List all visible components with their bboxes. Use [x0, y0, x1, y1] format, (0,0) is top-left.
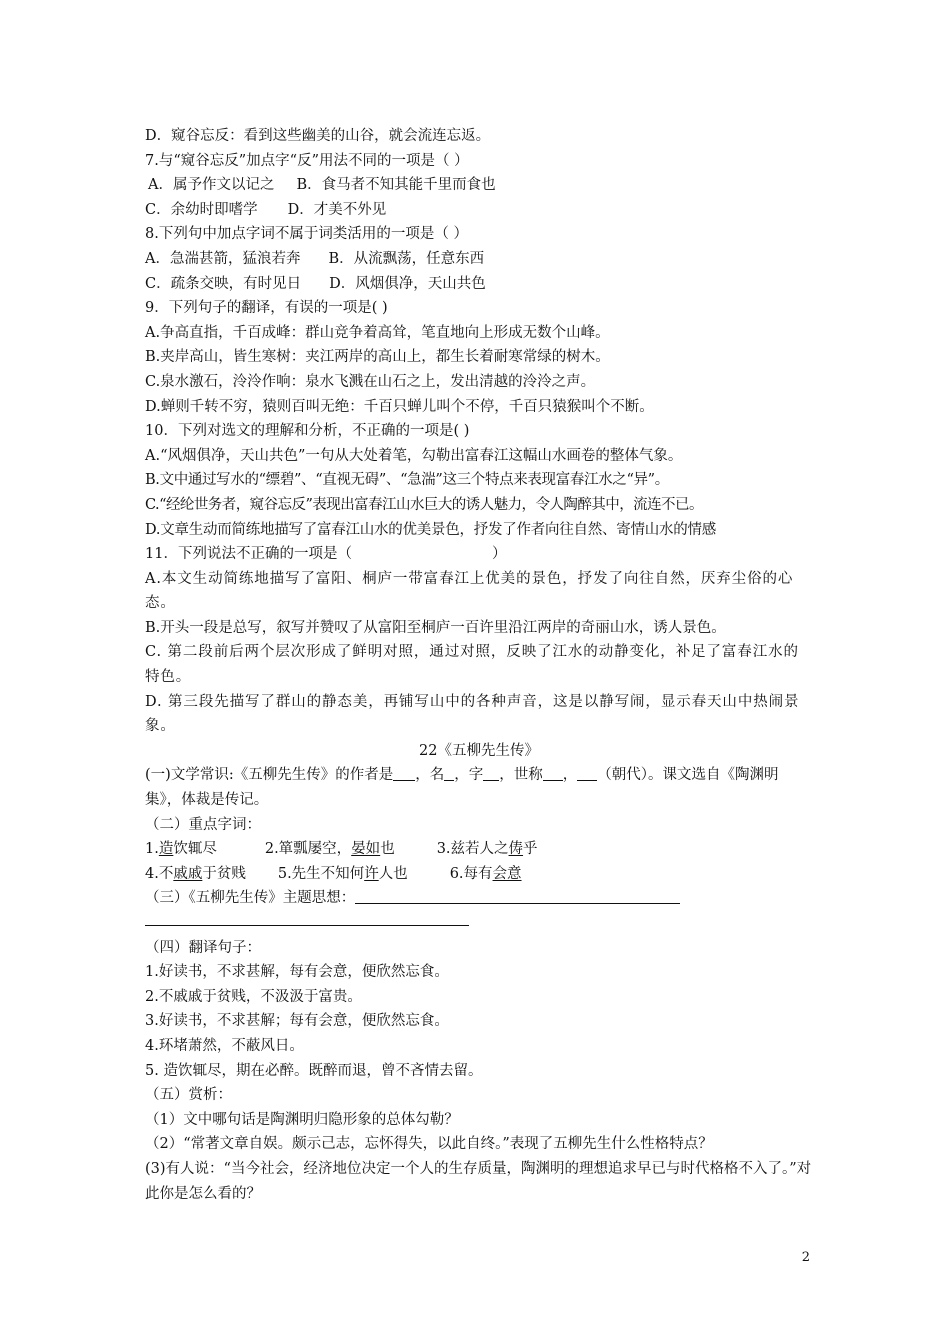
option-b: B.开头一段是总写，叙写并赞叹了从富阳至桐庐一百许里沿江两岸的奇丽山水，诱人景色。 — [145, 619, 726, 636]
fill-blank[interactable] — [483, 765, 499, 781]
text: 饮辄尽 — [173, 841, 217, 858]
option-c: C. 第二段前后两个层次形成了鲜明对照，通过对照，反映了江水的动静变化，补足了富春江水的特色。 — [145, 644, 799, 686]
section-heading: （二）重点字词： — [145, 816, 261, 833]
key-words-row2 — [145, 862, 813, 887]
option-a: A.本文生动简练地描写了富阳、桐庐一带富春江上优美的景色，抒发了向往自然，厌弃尘俗的心态。 — [145, 570, 794, 612]
text-line: D．窥谷忘反：看到这些幽美的山谷，就会流连忘返。 — [145, 128, 491, 144]
text: （三）《五柳先生传》主题思想： — [145, 890, 356, 907]
question-8-options-row1 — [145, 247, 813, 272]
section-heading: （五）赏析： — [145, 1087, 232, 1104]
text: ， — [562, 767, 578, 784]
option-b: B.夹岸高山，皆生寒树：夹江两岸的高山上，都生长着耐寒常绿的树木。 — [145, 349, 610, 366]
option-a: A.“风烟俱净，天山共色”一句从大处着笔，勾勒出富春江这幅山水画卷的整体气象。 — [145, 447, 683, 464]
text: 6.每有 — [449, 865, 493, 882]
text: （朝代）。课文选自《陶渊明集》，体裁是传记。 — [145, 767, 779, 809]
fill-blank[interactable] — [444, 765, 454, 781]
option-d: D.文章生动而简练地描写了富春江山水的优美景色，抒发了作者向往自然、寄情山水的情感 — [145, 521, 716, 538]
text: (一)文学常识:《五柳先生传》的作者是 — [145, 767, 394, 784]
option-a: A.争高直指，千百成峰：群山竞争着高耸，笔直地向上形成无数个山峰。 — [145, 324, 610, 341]
sentence: 2.不戚戚于贫贱，不汲汲于富贵。 — [145, 988, 362, 1005]
option-d: D. 第三段先描写了群山的静态美，再铺写山中的各种声音，这是以静写闹，显示春天山中热闹景象。 — [145, 693, 800, 735]
section-title: 22《五柳先生传》 — [419, 742, 539, 759]
literary-knowledge — [145, 763, 813, 812]
text: ，世称 — [499, 767, 543, 784]
question-11-paren: ） — [491, 546, 507, 563]
text: 3.兹若人之 — [436, 841, 509, 858]
question-10: 10．下列对选文的理解和分析，不正确的一项是( ) — [145, 423, 470, 440]
text: 1. — [145, 841, 159, 858]
text: 于贫贱 — [202, 865, 246, 882]
key-words-row1 — [145, 837, 813, 862]
text: ，字 — [454, 767, 484, 784]
fill-blank[interactable] — [543, 765, 563, 781]
text: 2.箪瓢屡空， — [264, 841, 352, 858]
key-word: 晏如 — [351, 841, 381, 858]
text: 乎 — [523, 841, 538, 858]
page-number: 2 — [801, 1250, 810, 1265]
question-7-options-row1 — [145, 173, 813, 198]
text: 也 — [380, 841, 395, 858]
text: 4.不 — [145, 865, 174, 882]
theme-question — [145, 886, 813, 911]
key-word: 俦 — [508, 841, 524, 858]
text: 人也 — [378, 865, 408, 882]
section-heading: （四）翻译句子： — [145, 939, 261, 956]
option-d: D．才美不外见 — [287, 201, 387, 218]
key-word: 戚戚 — [173, 865, 203, 882]
option-b: B．食马者不知其能千里而食也 — [296, 177, 496, 194]
fill-blank[interactable] — [577, 765, 597, 781]
option-a: A．属予作文以记之 — [148, 177, 275, 194]
option-b: B．从流飘荡，任意东西 — [328, 250, 485, 267]
text: 5.先生不知何 — [277, 865, 365, 882]
question-9: 9．下列句子的翻译，有误的一项是( ) — [145, 300, 388, 317]
question-7-options-row2 — [145, 198, 813, 223]
option-b: B.文中通过写水的“缥碧”、“直视无碍”、“急湍”这三个特点来表现富春江水之“异”。 — [145, 472, 669, 489]
option-c: C．余幼时即嗜学 — [145, 201, 258, 218]
option-c: C.“经纶世务者，窥谷忘反”表现出富春江山水巨大的诱人魅力，令人陶醉其中，流连不已。 — [145, 496, 703, 513]
question-7: 7.与“窥谷忘反”加点字“反”用法不同的一项是（ ） — [145, 152, 469, 169]
answer-line[interactable] — [355, 888, 680, 904]
option-d: D.蝉则千转不穷，猿则百叫无绝：千百只蝉儿叫个不停，千百只猿猴叫个不断。 — [145, 398, 654, 415]
option-c: C.泉水激石，泠泠作响：泉水飞溅在山石之上，发出清越的泠泠之声。 — [145, 373, 596, 390]
key-word: 许 — [364, 865, 379, 882]
fill-blank[interactable] — [393, 765, 415, 781]
answer-line-continued[interactable] — [145, 911, 813, 936]
document-page — [145, 124, 813, 1206]
appreciation-question: （2）“常著文章自娱。颇示己志，忘怀得失，以此自终。”表现了五柳先生什么性格特点？ — [145, 1136, 713, 1153]
sentence: 3.好读书，不求甚解；每有会意，便欣然忘食。 — [145, 1013, 449, 1030]
key-word: 造 — [158, 841, 174, 858]
question-8: 8.下列句中加点字词不属于词类活用的一项是（ ） — [145, 226, 468, 243]
option-d: D．风烟俱净，天山共色 — [329, 275, 486, 292]
question-11 — [145, 542, 813, 567]
appreciation-question: (3)有人说：“当今社会，经济地位决定一个人的生存质量，陶渊明的理想追求早已与时代格格不入了。”对此你是怎么看的？ — [145, 1160, 812, 1202]
question-11-text: 11．下列说法不正确的一项是（ — [145, 546, 352, 563]
appreciation-question: （1）文中哪句话是陶渊明归隐形象的总体勾勒？ — [145, 1111, 459, 1128]
option-a: A．急湍甚箭，猛浪若奔 — [145, 250, 301, 267]
option-c: C．疏条交映，有时见日 — [145, 275, 302, 292]
sentence: 5. 造饮辄尽，期在必醉。既醉而退，曾不吝情去留。 — [145, 1062, 483, 1079]
key-word: 会意 — [492, 865, 522, 882]
sentence: 1.好读书，不求甚解，每有会意，便欣然忘食。 — [145, 964, 449, 981]
sentence: 4.环堵萧然，不蔽风日。 — [145, 1037, 304, 1054]
question-8-options-row2 — [145, 272, 813, 297]
text: ，名 — [415, 767, 445, 784]
